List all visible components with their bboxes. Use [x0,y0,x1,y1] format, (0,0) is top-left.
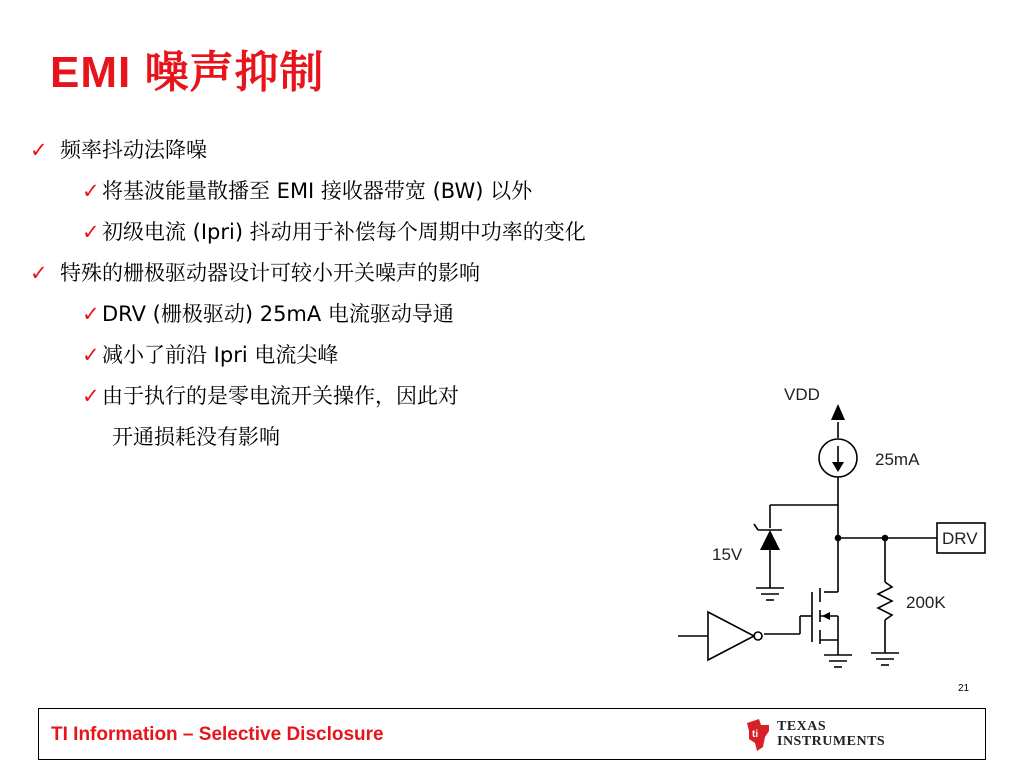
vdd-label: VDD [784,385,820,404]
slide-title: EMI 噪声抑制 [50,48,325,97]
drv-label: DRV [942,529,978,548]
bullet-item [82,176,532,206]
logo-text-line1: TEXAS [777,719,827,734]
zener-label: 15V [712,545,743,564]
bullet-text: 将基波能量散播至 EMI 接收器带宽 (BW) 以外 [102,179,533,203]
bullet-item [82,299,454,329]
logo-text-line2: INSTRUMENTS [777,734,886,749]
bullet-item [30,258,480,288]
bullet-text: 减小了前沿 Ipri 电流尖峰 [102,343,339,367]
current-label: 25mA [875,450,920,469]
bullet-text: 初级电流 (Ipri) 抖动用于补偿每个周期中功率的变化 [102,220,586,244]
bullet-text: DRV (栅极驱动) 25mA 电流驱动导通 [102,302,454,326]
bullet-item [30,135,207,165]
bullet-item [82,381,459,411]
checkmark-icon: ✓ [82,179,100,203]
inverter-symbol [708,612,754,660]
bullet-text: 频率抖动法降噪 [60,138,207,162]
footer-bar [38,708,986,760]
bullet-continuation [112,422,280,452]
checkmark-icon: ✓ [82,384,100,408]
gate-driver-schematic [660,370,1000,680]
bullet-text: 特殊的栅极驱动器设计可较小开关噪声的影响 [60,261,480,285]
resistor-symbol [878,582,892,620]
bullet-text: 由于执行的是零电流开关操作，因此对 [102,384,459,408]
checkmark-icon: ✓ [82,220,100,244]
checkmark-icon: ✓ [30,138,48,162]
svg-text:ti: ti [752,729,759,740]
page-number: 21 [958,683,970,694]
bullet-item [82,340,338,370]
bullet-item [82,217,586,247]
checkmark-icon: ✓ [30,261,48,285]
resistor-label: 200K [906,593,946,612]
checkmark-icon: ✓ [82,343,100,367]
zener-diode-symbol [760,530,780,550]
bullet-text: 开通损耗没有影响 [112,425,280,449]
ti-logo-icon [743,717,773,753]
checkmark-icon: ✓ [82,302,100,326]
footer-disclosure-text: TI Information – Selective Disclosure [51,724,384,745]
vdd-arrow-icon [831,404,845,420]
ti-logo [743,715,886,755]
